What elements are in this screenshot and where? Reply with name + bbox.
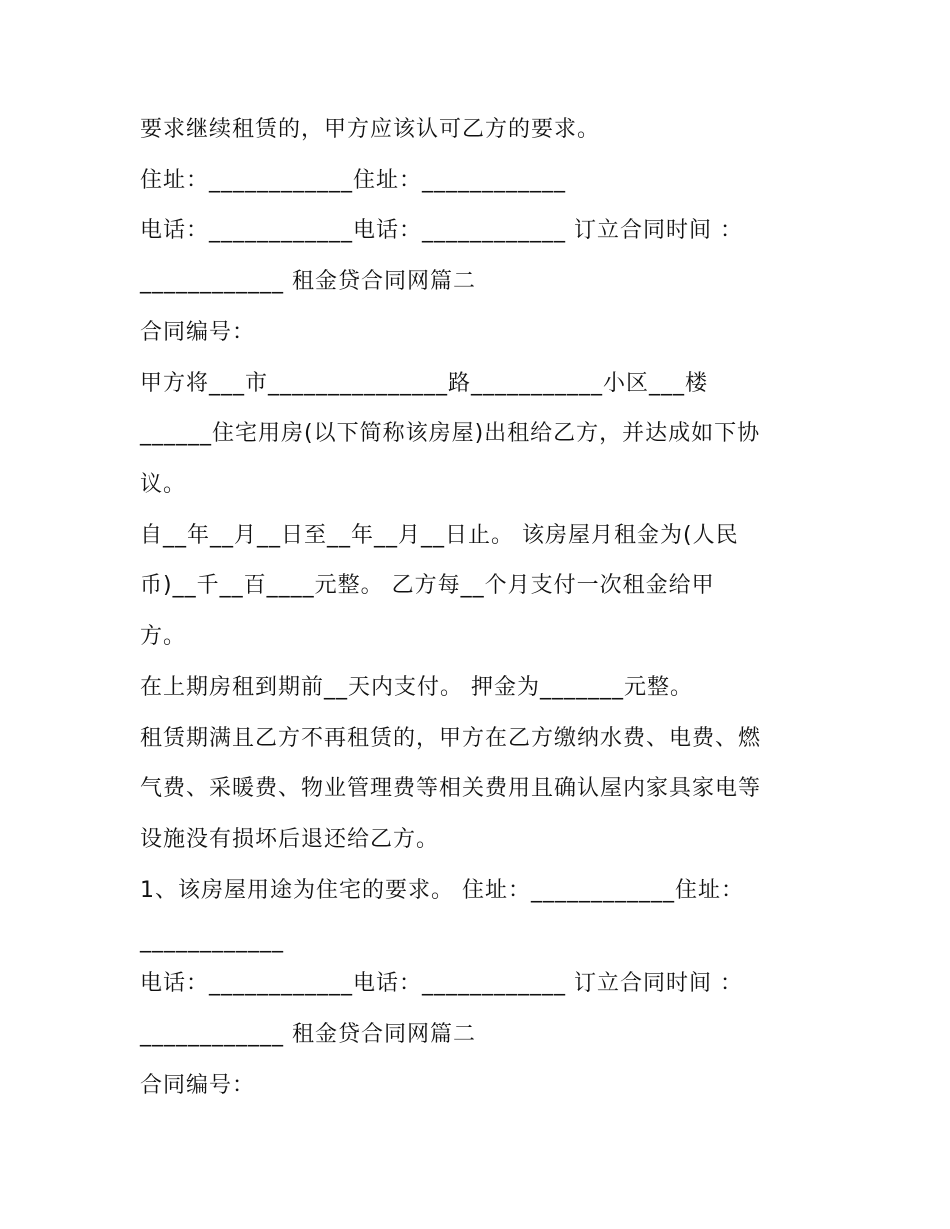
text-line: 甲方将___市_______________路___________小区___楼 xyxy=(140,371,709,396)
text-line: 币)__千__百____元整。 乙方每__个月支付一次租金给甲 xyxy=(140,573,715,598)
text-line: 方。 xyxy=(140,624,187,649)
text-line: 租赁期满且乙方不再租赁的，甲方在乙方缴纳水费、电费、燃 xyxy=(140,726,762,751)
text-line: 住址：____________住址：____________ xyxy=(140,168,567,193)
text-line: ____________ 租金贷合同网篇二 xyxy=(140,1022,476,1047)
text-line: ______住宅用房(以下简称该房屋)出租给乙方，并达成如下协 xyxy=(140,421,761,446)
text-line: ____________ xyxy=(140,928,284,953)
text-line: 在上期房租到期前__天内支付。 押金为_______元整。 xyxy=(140,675,693,700)
text-line: 气费、采暖费、物业管理费等相关费用且确认屋内家具家电等 xyxy=(140,776,762,801)
text-line: 电话：____________电话：____________ 订立合同时间 ： xyxy=(140,218,743,243)
text-line: 设施没有损坏后退还给乙方。 xyxy=(140,827,440,852)
text-line: ____________ 租金贷合同网篇二 xyxy=(140,269,476,294)
text-line: 要求继续租赁的，甲方应该认可乙方的要求。 xyxy=(140,117,601,142)
text-line: 合同编号： xyxy=(140,320,256,345)
text-line: 自__年__月__日至__年__月__日止。 该房屋月租金为(人民 xyxy=(140,523,739,548)
text-line: 电话：____________电话：____________ 订立合同时间 ： xyxy=(140,971,743,996)
text-line: 议。 xyxy=(140,472,187,497)
text-line: 1、该房屋用途为住宅的要求。 住址：____________住址： xyxy=(140,878,744,903)
text-line: 合同编号： xyxy=(140,1073,256,1098)
